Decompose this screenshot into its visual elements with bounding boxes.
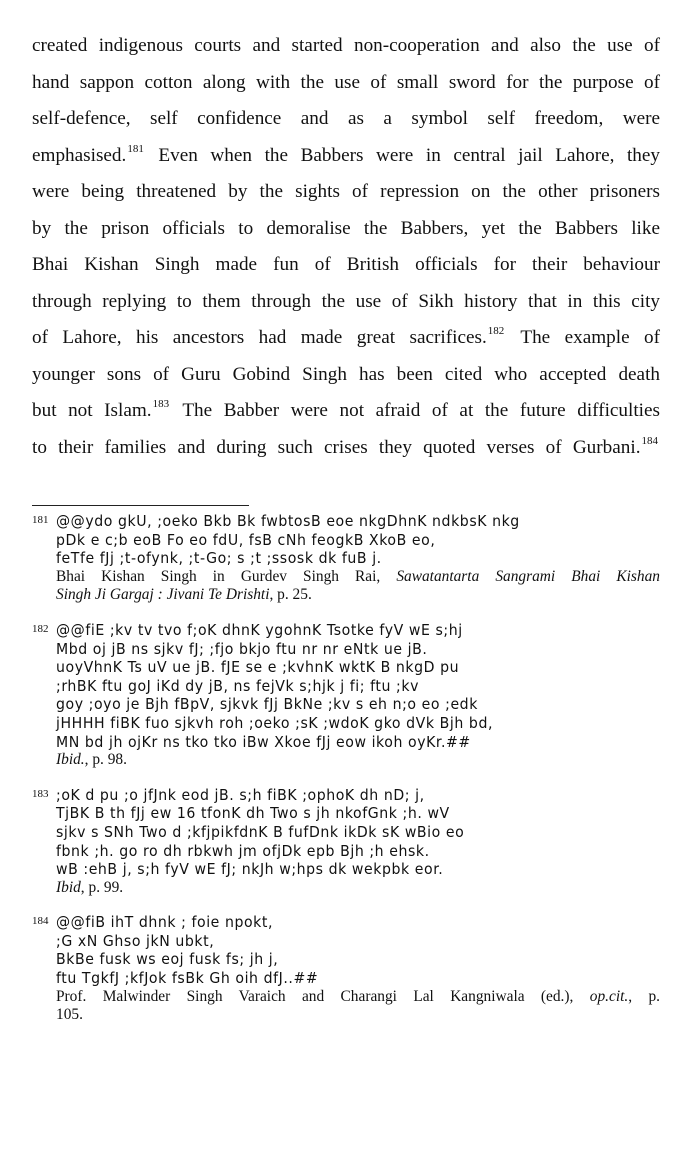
body-line-4: emphasised.$^{181}$ Even when the Babbers were in central jail Lahore, they [32, 142, 661, 166]
body-line-7: Bhai Kishan Singh made fun of British officials for their behaviour [32, 254, 660, 275]
footnotes-section [32, 512, 660, 1041]
footnote-number: 182 [32, 622, 49, 635]
body-line-10: younger sons of Guru Gobind Singh has been cited who accepted death [32, 363, 660, 385]
garbled-gurmukhi-line: wB :ehB j, s;h fyV wE fJ; nkJh w;hps dk wekpbk eor. [56, 860, 444, 879]
garbled-gurmukhi-line: uoyVhnK Ts uV ue jB. fJE se e ;kvhnK wktK B nkgD pu [56, 658, 460, 677]
citation-line: Prof. Malwinder Singh Varaich and Charangi Lal Kangniwala (ed.), op.cit., p. [56, 987, 660, 1005]
garbled-gurmukhi-line: TjBK B th fJj ew 16 tfonK dh Two s jh nkofGnk ;h. wV [56, 804, 450, 823]
garbled-gurmukhi-line: @@fiB ihT dhnk ; foie npokt, [56, 913, 274, 932]
footnote-ref-184[interactable]: 184 [641, 434, 658, 447]
footnote-ref-182[interactable]: 182 [487, 325, 505, 337]
garbled-gurmukhi-line: goy ;oyo je Bjh fBpV, sjkvk fJj BkNe ;kv s eh n;o eo ;edk [56, 695, 478, 714]
garbled-gurmukhi-line: ;oK d pu ;o jfJnk eod jB. s;h fiBK ;ophoK dh nD; j, [56, 785, 425, 804]
footnote-number: 181 [32, 514, 49, 526]
garbled-gurmukhi-line: jHHHH fiBK fuo sjkvh roh ;oeko ;sK ;wdoK gko dVk Bjh bd, [56, 713, 494, 732]
main-paragraph [32, 28, 660, 466]
body-line-1: created indigenous courts and started non-cooperation and also the use of [32, 35, 660, 56]
garbled-gurmukhi-line: MN bd jh ojKr ns tko tko iBw Xkoe fJj eow ikoh oyKr.## [56, 732, 471, 751]
footnote-182 [32, 621, 660, 770]
footnote-number: 184 [32, 915, 49, 928]
footnote-184 [32, 913, 660, 1025]
body-line-11: but not Islam.$^{183}$ The Babber were not afraid of at the future difficulties [32, 398, 660, 421]
garbled-gurmukhi-line: @@ydo gkU, ;oeko Bkb Bk fwbtosB eoe nkgDhnK ndkbsK nkg [56, 512, 520, 530]
garbled-gurmukhi-line: ;rhBK ftu goJ iKd dy jB, ns fejVk s;hjk j fi; ftu ;kv [56, 676, 419, 695]
citation-line: Bhai Kishan Singh in Gurdev Singh Rai, Sawatantarta Sangrami Bhai Kishan [56, 567, 660, 585]
citation-line: Ibid., p. 98. [56, 751, 127, 769]
body-line-3: self-defence, self confidence and as a symbol self freedom, were [32, 108, 660, 129]
garbled-gurmukhi-line: Mbd oj jB ns sjkv fJ; ;fjo bkjo ftu nr nr eNtk ue jB. [56, 639, 428, 658]
body-line-6: by the prison officials to demoralise the Babbers, yet the Babbers like [32, 217, 660, 239]
footnote-183 [32, 786, 660, 898]
footnote-number: 183 [32, 787, 49, 800]
citation-line: Singh Ji Gargaj : Jivani Te Drishti, p. 25. [56, 586, 312, 604]
garbled-gurmukhi-line: fbnk ;h. go ro dh rbkwh jm ofjDk epb Bjh ;h ehsk. [56, 841, 430, 860]
body-line-2: hand sappon cotton along with the use of small sword for the purpose of [32, 71, 660, 93]
footnote-separator [32, 505, 249, 506]
garbled-gurmukhi-line: BkBe fusk ws eoj fusk fs; jh j, [56, 950, 279, 969]
garbled-gurmukhi-line: feTfe fJj ;t-ofynk, ;t-Go; s ;t ;ssosk dk fuB j. [56, 549, 382, 568]
body-line-8: through replying to them through the use of Sikh history that in this city [32, 290, 660, 312]
garbled-gurmukhi-line: sjkv s SNh Two d ;kfjpikfdnK B fufDnk ikDk sK wBio eo [56, 822, 465, 841]
body-line-5: were being threatened by the sights of repression on the other prisoners [32, 181, 660, 202]
footnote-ref-183[interactable]: 183 [152, 398, 170, 410]
garbled-gurmukhi-line: ;G xN Ghso jkN ubkt, [56, 931, 215, 950]
citation-line: Ibid, p. 99. [56, 878, 124, 896]
document-page [32, 28, 660, 466]
footnote-181 [32, 512, 660, 605]
garbled-gurmukhi-line: ftu TgkfJ ;kfJok fsBk Gh oih dfJ..## [56, 969, 319, 988]
body-line-12: to their families and during such crises they quoted verses of Gurbani.$^{184}$ [32, 434, 658, 458]
garbled-gurmukhi-line: @@fiE ;kv tv tvo f;oK dhnK ygohnK Tsotke fyV wE s;hj [56, 620, 463, 639]
body-line-9: of Lahore, his ancestors had made great sacrifices.$^{182}$ The example of [32, 325, 661, 348]
garbled-gurmukhi-line: pDk e c;b eoB Fo eo fdU, fsB cNh feogkB XkoB eo, [56, 530, 436, 549]
citation-line: 105. [56, 1006, 83, 1024]
footnote-ref-181[interactable]: 181 [127, 142, 144, 155]
